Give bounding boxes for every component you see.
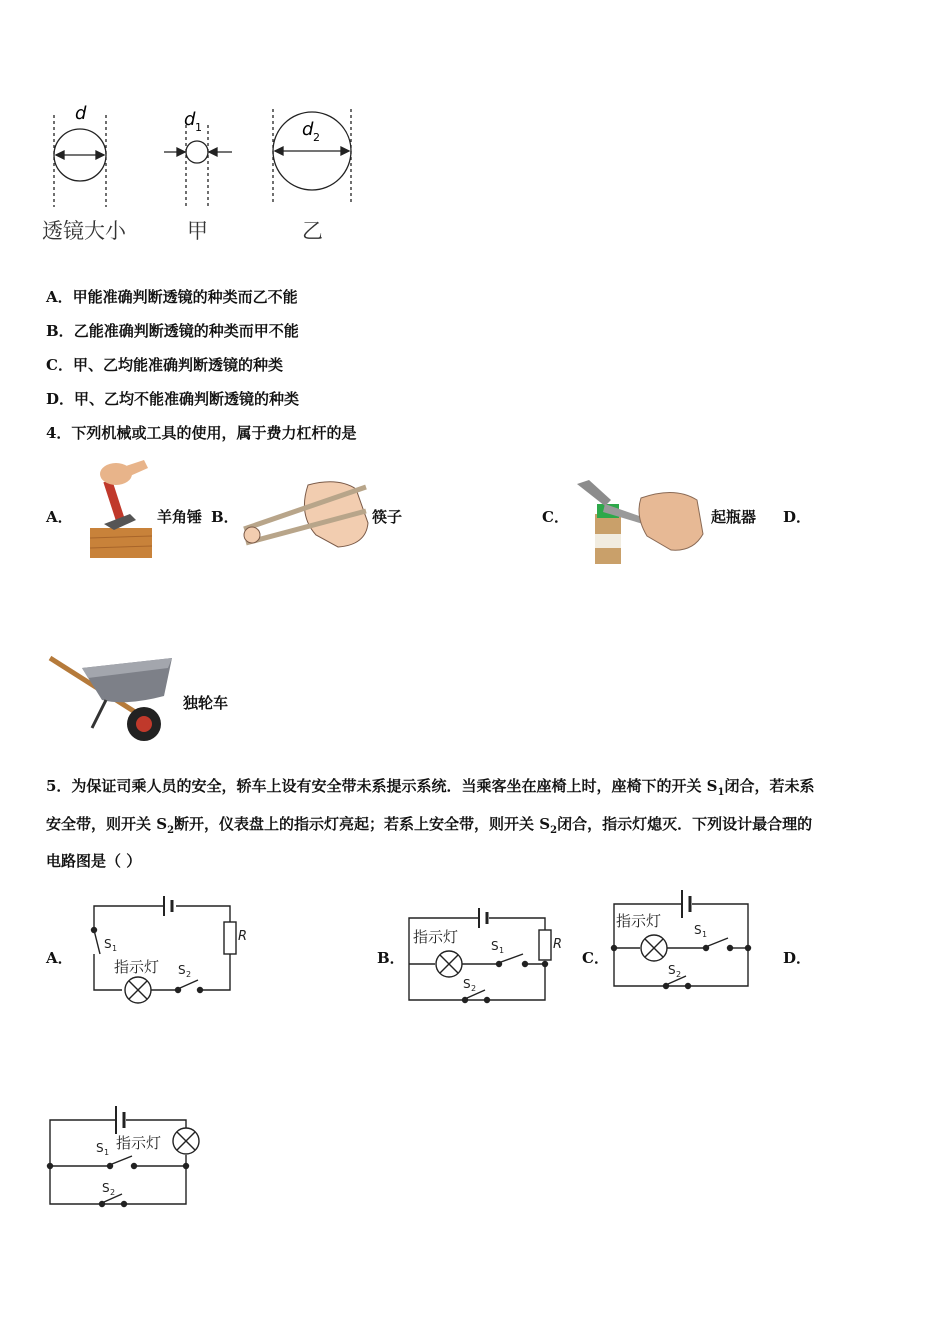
q4-name-a: 羊角锤 — [157, 508, 203, 526]
q5-sub: 2 — [550, 825, 558, 836]
lens-size-figure — [40, 95, 370, 250]
label-d: d — [75, 103, 87, 124]
label-r: R — [238, 929, 248, 944]
q5-stem-line1 — [46, 775, 814, 798]
q4-stem: 4．下列机械或工具的使用，属于费力杠杆的是 — [46, 424, 357, 442]
option-letter: A． — [46, 288, 73, 306]
label-s1-sub: 1 — [702, 930, 708, 939]
label-s1: S — [104, 937, 112, 951]
q3-option-d — [46, 388, 299, 409]
circuit-diagram-a — [80, 890, 250, 1005]
label-s2-sub: 2 — [471, 984, 477, 993]
chopsticks-image — [238, 475, 372, 551]
bottle-opener-image — [575, 478, 710, 564]
q5-letter-a: A． — [46, 949, 73, 967]
label-s1: S — [491, 939, 499, 953]
q4-letter-b: B． — [211, 508, 239, 526]
q4-letter-c: C． — [542, 508, 569, 526]
q3-option-b — [46, 320, 299, 341]
label-d2-sub: 2 — [313, 131, 320, 144]
q5-text: 闭合，指示灯熄灭．下列设计最合理的 — [557, 815, 813, 833]
label-s1: S — [96, 1141, 104, 1155]
q3-option-c — [46, 354, 283, 375]
q4-letter-a: A． — [46, 508, 73, 526]
label-d1-sub: 1 — [195, 121, 202, 134]
circuit-diagram-d — [44, 1100, 204, 1210]
label-s2: S — [102, 1181, 110, 1195]
q5-text: 5．为保证司乘人员的安全，轿车上设有安全带未系提示系统．当乘客坐在座椅上时，座椅下的开关 S — [46, 777, 718, 795]
option-text: 甲能准确判断透镜的种类而乙不能 — [72, 288, 298, 306]
label-lamp: 指示灯 — [616, 912, 662, 930]
caption-jia: 甲 — [187, 219, 208, 243]
option-text: 乙能准确判断透镜的种类而甲不能 — [73, 322, 299, 340]
label-s2: S — [463, 977, 471, 991]
q5-text: 断开，仪表盘上的指示灯亮起；若系上安全带，则开关 S — [174, 815, 551, 833]
option-text: 甲、乙均能准确判断透镜的种类 — [72, 356, 283, 374]
label-s2-sub: 2 — [110, 1188, 116, 1197]
caption-lens-size: 透镜大小 — [42, 219, 126, 243]
option-text: 甲、乙均不能准确判断透镜的种类 — [74, 390, 300, 408]
q5-sub: 1 — [717, 787, 725, 798]
label-s1-sub: 1 — [499, 946, 505, 955]
label-s1-sub: 1 — [104, 1148, 110, 1157]
q5-text: 安全带，则开关 S — [46, 815, 168, 833]
label-lamp: 指示灯 — [413, 928, 459, 946]
label-r: R — [553, 937, 563, 952]
q4-name-d: 独轮车 — [183, 694, 229, 712]
label-s1-sub: 1 — [112, 944, 118, 953]
q5-stem-line2 — [46, 813, 812, 836]
q5-stem-line3: 电路图是（ ） — [46, 852, 142, 870]
lens-circle-d1 — [186, 141, 208, 163]
circuit-diagram-c — [610, 884, 755, 992]
q5-letter-c: C． — [582, 949, 609, 967]
label-s2-sub: 2 — [186, 970, 192, 979]
wheelbarrow-image — [46, 648, 176, 744]
label-s2: S — [668, 963, 676, 977]
q4-name-c: 起瓶器 — [711, 508, 757, 526]
claw-hammer-image — [86, 458, 156, 562]
q4-letter-d: D． — [783, 508, 812, 526]
q4-name-b: 筷子 — [372, 508, 403, 526]
label-s2-sub: 2 — [676, 970, 682, 979]
caption-yi: 乙 — [302, 219, 323, 243]
q5-sub: 2 — [167, 825, 175, 836]
label-s2: S — [178, 963, 186, 977]
q3-option-a — [46, 286, 298, 307]
label-d2: d — [302, 119, 314, 140]
label-lamp: 指示灯 — [114, 958, 160, 976]
option-letter: B． — [46, 322, 74, 340]
q5-letter-b: B． — [377, 949, 405, 967]
q5-text: 闭合，若未系 — [724, 777, 815, 795]
q5-letter-d: D． — [783, 949, 812, 967]
label-s1: S — [694, 923, 702, 937]
label-d1: d — [184, 109, 196, 130]
option-letter: C． — [46, 356, 73, 374]
circuit-diagram-b — [405, 902, 563, 1006]
option-letter: D． — [46, 390, 75, 408]
label-lamp: 指示灯 — [116, 1134, 162, 1152]
